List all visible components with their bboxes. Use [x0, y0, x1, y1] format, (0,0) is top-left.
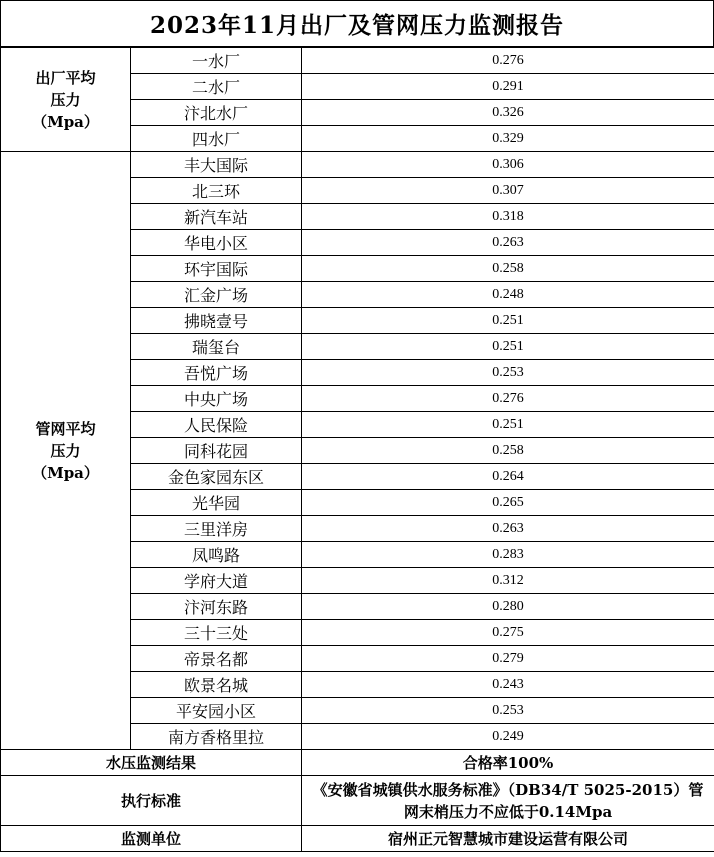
station-name: 瑞玺台 [131, 334, 302, 360]
pressure-value: 0.312 [302, 568, 714, 594]
station-name: 学府大道 [131, 568, 302, 594]
pressure-value: 0.276 [302, 386, 714, 412]
pressure-table-body [1, 48, 714, 852]
station-name: 平安园小区 [131, 698, 302, 724]
pressure-value: 0.276 [302, 48, 714, 74]
pressure-value: 0.251 [302, 334, 714, 360]
station-name: 四水厂 [131, 126, 302, 152]
pressure-value: 0.253 [302, 360, 714, 386]
station-name: 光华园 [131, 490, 302, 516]
pressure-value: 0.258 [302, 438, 714, 464]
table-row [1, 48, 714, 74]
station-name: 一水厂 [131, 48, 302, 74]
pressure-value: 0.326 [302, 100, 714, 126]
network-category-label-line: （Mpa） [32, 463, 99, 482]
station-name: 三里洋房 [131, 516, 302, 542]
station-name: 同科花园 [131, 438, 302, 464]
pressure-value: 0.306 [302, 152, 714, 178]
network-category-label-line: 管网平均 [35, 419, 96, 438]
pressure-value: 0.291 [302, 74, 714, 100]
pressure-value: 0.318 [302, 204, 714, 230]
station-name: 新汽车站 [131, 204, 302, 230]
station-name: 人民保险 [131, 412, 302, 438]
result-label: 水压监测结果 [1, 750, 302, 776]
station-name: 三十三处 [131, 620, 302, 646]
standard-value: 《安徽省城镇供水服务标准》（DB34/T 5025-2015）管网末梢压力不应低于0.14Mpa [302, 776, 714, 826]
unit-label: 监测单位 [1, 826, 302, 852]
pressure-value: 0.251 [302, 308, 714, 334]
pressure-value: 0.265 [302, 490, 714, 516]
station-name: 北三环 [131, 178, 302, 204]
station-name: 吾悦广场 [131, 360, 302, 386]
station-name: 中央广场 [131, 386, 302, 412]
factory-category-label-line: 压力 [50, 90, 81, 109]
station-name: 拂晓壹号 [131, 308, 302, 334]
table-row [1, 152, 714, 178]
pressure-value: 0.264 [302, 464, 714, 490]
pressure-value: 0.243 [302, 672, 714, 698]
factory-category-label-line: 出厂平均 [35, 68, 96, 87]
station-name: 金色家园东区 [131, 464, 302, 490]
pressure-value: 0.253 [302, 698, 714, 724]
pressure-value: 0.258 [302, 256, 714, 282]
pressure-value: 0.280 [302, 594, 714, 620]
station-name: 南方香格里拉 [131, 724, 302, 750]
standard-label: 执行标准 [1, 776, 302, 826]
station-name: 汴北水厂 [131, 100, 302, 126]
station-name: 凤鸣路 [131, 542, 302, 568]
station-name: 帝景名都 [131, 646, 302, 672]
station-name: 欧景名城 [131, 672, 302, 698]
pressure-value: 0.248 [302, 282, 714, 308]
footer-row [1, 826, 714, 852]
footer-row [1, 776, 714, 826]
pressure-value: 0.249 [302, 724, 714, 750]
pressure-table [0, 47, 714, 852]
footer-row [1, 750, 714, 776]
result-value: 合格率100% [302, 750, 714, 776]
network-category-label-line: 压力 [50, 441, 81, 460]
station-name: 华电小区 [131, 230, 302, 256]
station-name: 汇金广场 [131, 282, 302, 308]
pressure-value: 0.279 [302, 646, 714, 672]
station-name: 汴河东路 [131, 594, 302, 620]
network-category-label [1, 152, 131, 750]
unit-value: 宿州正元智慧城市建设运营有限公司 [302, 826, 714, 852]
factory-category-label-line: （Mpa） [32, 112, 99, 131]
pressure-value: 0.283 [302, 542, 714, 568]
station-name: 丰大国际 [131, 152, 302, 178]
pressure-value: 0.275 [302, 620, 714, 646]
pressure-value: 0.263 [302, 516, 714, 542]
pressure-value: 0.263 [302, 230, 714, 256]
pressure-value: 0.307 [302, 178, 714, 204]
report-title: 2023年11月出厂及管网压力监测报告 [0, 0, 714, 47]
station-name: 二水厂 [131, 74, 302, 100]
factory-category-label [1, 48, 131, 152]
pressure-value: 0.251 [302, 412, 714, 438]
pressure-value: 0.329 [302, 126, 714, 152]
station-name: 环宇国际 [131, 256, 302, 282]
